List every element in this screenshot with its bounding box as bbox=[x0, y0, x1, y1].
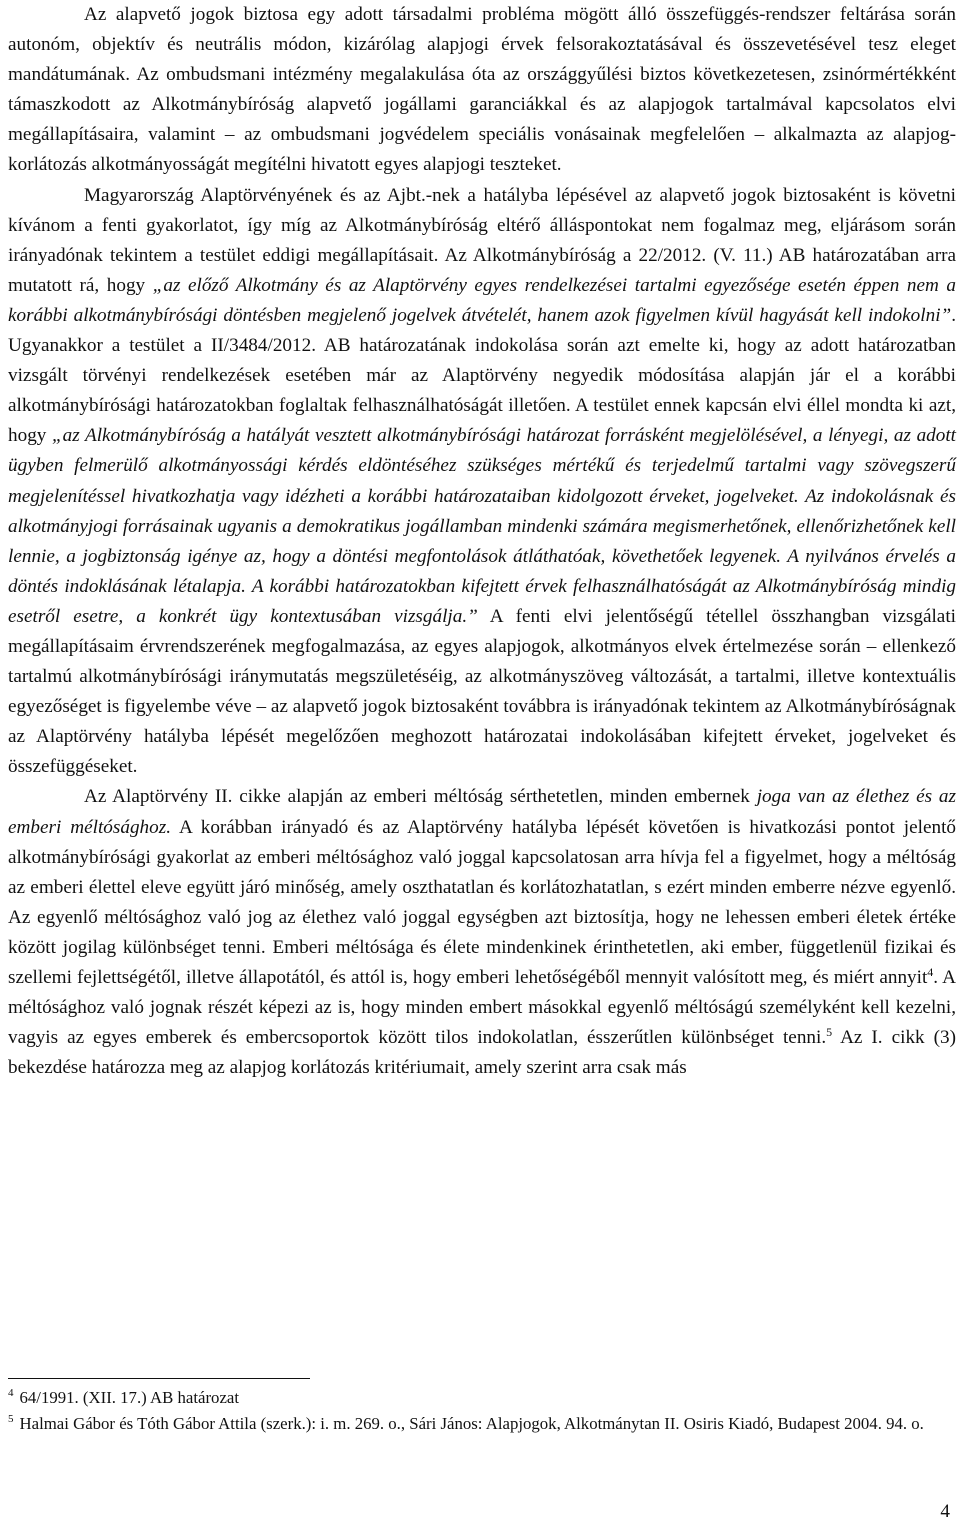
paragraph-2-text-c: A fenti elvi jelentőségű tétellel összhangban vizsgálati megállapításaim érvrendszerének megfogalmazása, az egyes alapjogok, alkotmányos elvek értelmezése során – ellenkező tartalmú alkotmánybírósági iránymutatás megszületéséig, az alkotmányszöveg változását, a tartalmi, illetve kontextuális egyezőséget is figyelembe véve – az alapvető jogok biztosaként továbbra is irányadónak tekintem az Alkotmánybíróságnak az Alaptörvény hatályba lépését megelőzően meghozott határozatai indokolásában kifejtett érveket, jogelveket és összefüggéseket. bbox=[8, 605, 956, 778]
quote-fundamental-law: joga van az élethez és az emberi méltósághoz. bbox=[8, 786, 956, 838]
paragraph-3-text-b: A korábban irányadó és az Alaptörvény hatályba lépését követően is hivatkozási pontot jelentő alkotmánybírósági gyakorlat az emberi méltósághoz való joggal kapcsolatosan arra hívja fel a figyelmet, hogy a méltóság az emberi élettel eleve együtt járó minőség, amely oszthatatlan és korlátozhatatlan, s ezért minden emberre nézve egyenlő. Az egyenlő méltósághoz való jog az élethez való joggal egységben azt biztosítja, hogy ne lehessen emberi életek értéke között jogilag különbséget tenni. Emberi méltósága és élete mindenkinek érinthetetlen, aki ember, függetlenül fizikai és szellemi fejlettségétől, illetve állapotától, és attól is, hogy emberi lehetőségéből mennyit valósított meg, és miért annyit bbox=[8, 816, 957, 988]
footnote-4 bbox=[8, 1385, 956, 1411]
footnote-mark: 4 bbox=[8, 1387, 14, 1399]
paragraph-3-text-a: Az Alaptörvény II. cikke alapján az emberi méltóság sérthetetlen, minden embernek bbox=[84, 786, 757, 808]
paragraph-3-text-c: . A méltósághoz való jognak részét képezi az is, hogy minden embert másokkal egyenlő méltóságú személyként kell kezelni, vagyis az egyes emberek és embercsoportok között tilos indokolatlan, ésszerűtlen különbséget tenni. bbox=[8, 967, 956, 1049]
quote-constitutional-court-1: „az előző Alkotmány és az Alaptörvény egyes rendelkezései tartalmi egyezősége esetén éppen nem a korábbi alkotmánybírósági döntésben megjelenő jogelvek átvételét, hanem azok figyelmen kívül hagyását kell indokolni” bbox=[8, 274, 957, 326]
paragraph-1-text: Az alapvető jogok biztosa egy adott társadalmi probléma mögött álló összefüggés-rendszer feltárása során autonóm, objektív és neutrális módon, kizárólag alapjogi érvek felsorakoztatásával és összevetésével tesz eleget mandátumának. Az ombudsmani intézmény megalakulása óta az országgyűlési biztos következetesen, zsinórmértékként támaszkodott az Alkotmánybíróság alapvető jogállami garanciákkal és az alapjogok tartalmával kapcsolatos elvi megállapításaira, valamint – az ombudsmani jogvédelem speciális vonásainak megfelelően – alkalmazta az alapjog-korlátozás alkotmányosságát megítélni hivatott egyes alapjogi teszteket. bbox=[8, 4, 956, 176]
paragraph-2 bbox=[8, 181, 956, 783]
footnote-ref-5[interactable]: 5 bbox=[826, 1025, 833, 1040]
quote-constitutional-court-2: „az Alkotmánybíróság a hatályát vesztett alkotmánybírósági határozat forrásként megjelölésével, a lényegi, az adott ügyben felmerülő alkotmányossági kérdés eldöntéséhez szükséges mértékű és terjedelmű tartalmi vagy szövegszerű megjelenítéssel hivatkozhatja vagy idézheti a korábbi határozataiban kidolgozott érveket, jogelveket. Az indokolásnak és alkotmányjogi forrásainak ugyanis a demokratikus jogállamban mindenki számára megismerhetőnek, ellenőrizhetőnek kell lennie, a jogbiztonság igénye az, hogy a döntési megfontolások átláthatóak, követhetőek legyenek. A nyilvános érvelés a döntés indoklásának létalapja. A korábbi határozatokban kifejtett érvek felhasználhatóságát az Alkotmánybíróság mindig esetről esetre, a konkrét ügy kontextusában vizsgálja.” bbox=[8, 425, 957, 627]
paragraph-2-text-b: . Ugyanakkor a testület a II/3484/2012. AB határozatának indokolása során azt emelte ki, hogy az adott határozatban vizsgált törvényi rendelkezések esetében már az Alaptörvény negyedik módosítása alapján jár el a korábbi alkotmánybírósági határozatokban foglaltak felhasználhatóságát illetően. A testület ennek kapcsán elvi éllel mondta ki azt, hogy bbox=[8, 304, 956, 447]
footnote-text: Halmai Gábor és Tóth Gábor Attila (szerk.): i. m. 269. o., Sári János: Alapjogok, Alkotmánytan II. Osiris Kiadó, Budapest 2004. 94. o. bbox=[19, 1414, 924, 1433]
paragraph-1 bbox=[8, 0, 956, 181]
paragraph-2-text-a: Magyarország Alaptörvényének és az Ajbt.-nek a hatályba lépésével az alapvető jogok biztosaként is követni kívánom a fenti gyakorlatot, így míg az Alkotmánybíróság eltérő álláspontokat nem fogalmaz meg, eljárásom során irányadónak tekintem a testület eddigi megállapításait. Az Alkotmánybíróság a 22/2012. (V. 11.) AB határozatában arra mutatott rá, hogy bbox=[8, 184, 956, 296]
footnote-ref-4[interactable]: 4 bbox=[927, 965, 934, 979]
document-page bbox=[8, 0, 956, 1530]
main-text bbox=[8, 0, 956, 1083]
footnote-mark: 5 bbox=[8, 1413, 14, 1425]
page-number: 4 bbox=[940, 1501, 950, 1522]
paragraph-3-text-d: Az I. cikk (3) bekezdése határozza meg az alapjog korlátozás kritériumait, amely szerint arra csak más bbox=[8, 1027, 956, 1079]
footnote-text: 64/1991. (XII. 17.) AB határozat bbox=[19, 1388, 239, 1407]
paragraph-3 bbox=[8, 782, 956, 1083]
footnote-divider bbox=[8, 1378, 310, 1379]
footnote-5 bbox=[8, 1411, 956, 1437]
footnotes bbox=[8, 1385, 956, 1437]
